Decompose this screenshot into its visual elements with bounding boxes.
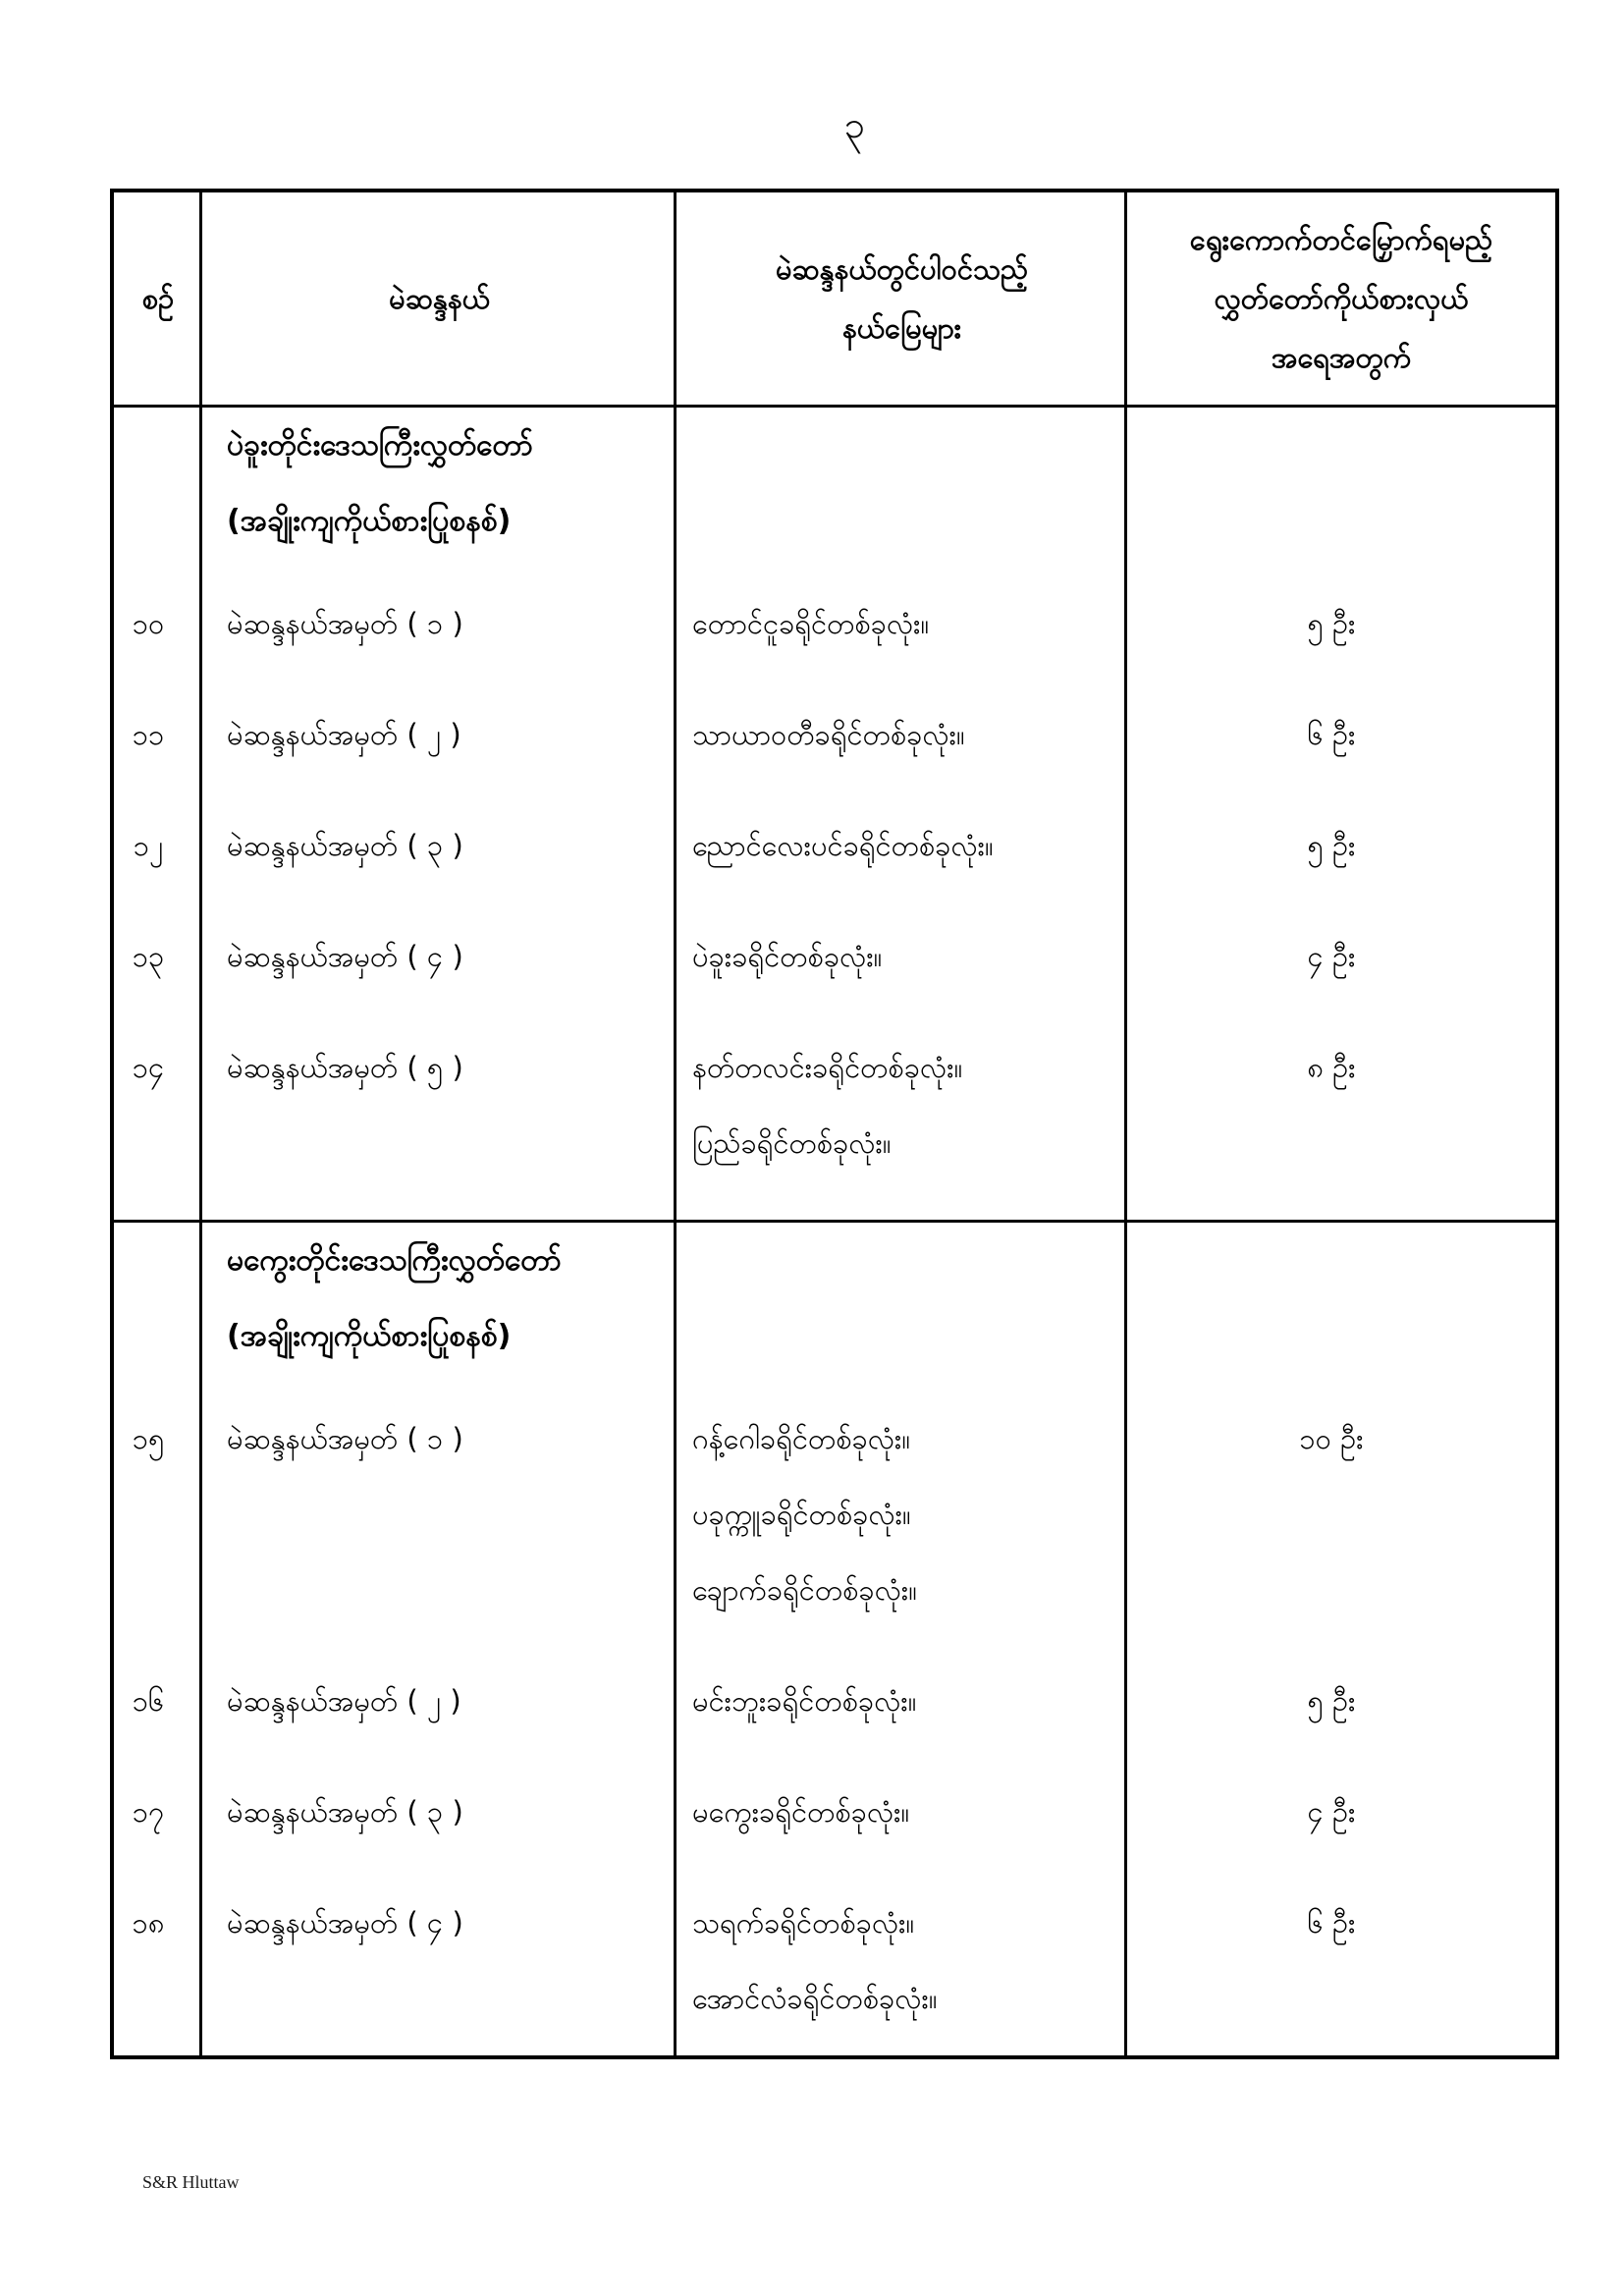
rep-count: ၄ ဦး [1307, 1795, 1356, 1829]
constituency-label: မဲဆန္ဒနယ်အမှတ် ( ၄ ) [227, 1906, 463, 1940]
area-line: အောင်လံခရိုင်တစ်ခုလုံး။ [692, 1982, 938, 2015]
row-number: ၁၂ [133, 829, 164, 862]
row-number: ၁၈ [132, 1906, 165, 1940]
header-cell-no [114, 192, 202, 405]
header-areas-line: နယ်မြေများ [841, 311, 962, 345]
row-number: ၁၇ [132, 1795, 165, 1829]
rep-count: ၈ ဦး [1307, 1051, 1356, 1084]
header-reps-line: လွှတ်တော်ကိုယ်စားလှယ် [1214, 282, 1469, 315]
header-cell-representatives [1127, 192, 1555, 405]
header-cell-areas [677, 192, 1127, 405]
header-no-label: စဉ် [141, 282, 175, 315]
area-line: ပဲခူးခရိုင်တစ်ခုလုံး။ [692, 940, 883, 973]
column-divider-3 [1124, 192, 1127, 2055]
area-line: နတ်တလင်းခရိုင်တစ်ခုလုံး။ [692, 1051, 963, 1084]
column-divider-2 [674, 192, 677, 2055]
area-line: မကွေးခရိုင်တစ်ခုလုံး။ [692, 1795, 910, 1829]
section-title-block [202, 408, 677, 559]
page-number: ၃ [843, 103, 865, 146]
areas-cell [677, 1664, 1127, 1739]
table-row [114, 697, 1555, 773]
table-row [114, 1030, 1555, 1181]
section-title: မကွေးတိုင်းဒေသကြီးလွှတ်တော် [227, 1243, 562, 1278]
header-constituency-label: မဲဆန္ဒနယ် [389, 282, 490, 315]
header-cell-constituency [202, 192, 677, 405]
row-number: ၁၀ [132, 607, 165, 640]
section-subtitle: (အချိုးကျကိုယ်စားပြုစနစ်) [227, 504, 512, 538]
constituency-label: မဲဆန္ဒနယ်အမှတ် ( ၃ ) [227, 1795, 463, 1829]
header-areas-line: မဲဆန္ဒနယ်တွင်ပါဝင်သည့် [775, 252, 1029, 286]
column-divider-1 [199, 192, 202, 2055]
rep-count: ၄ ဦး [1307, 940, 1356, 973]
constituency-table [110, 189, 1559, 2059]
row-number: ၁၅ [132, 1422, 165, 1455]
area-line: တောင်ငူခရိုင်တစ်ခုလုံး။ [692, 607, 930, 640]
constituency-label: မဲဆန္ဒနယ်အမှတ် ( ၃ ) [227, 829, 463, 862]
table-row [114, 808, 1555, 884]
section-title-row [114, 408, 1555, 559]
areas-cell [677, 1775, 1127, 1850]
section-magway-region [114, 1223, 1555, 2053]
area-line: ညောင်လေးပင်ခရိုင်တစ်ခုလုံး။ [692, 829, 994, 862]
section-title-block [202, 1223, 677, 1374]
areas-cell [677, 1401, 1127, 1628]
areas-cell [677, 808, 1127, 884]
row-number: ၁၁ [132, 718, 165, 751]
areas-cell [677, 697, 1127, 773]
area-line: ပြည်ခရိုင်တစ်ခုလုံး။ [692, 1126, 892, 1160]
constituency-label: မဲဆန္ဒနယ်အမှတ် ( ၂ ) [227, 1684, 461, 1718]
section-bago-region [114, 408, 1555, 1223]
section-title-row [114, 1223, 1555, 1374]
area-line: ပခုက္ကူခရိုင်တစ်ခုလုံး။ [692, 1498, 911, 1531]
area-line: မင်းဘူးခရိုင်တစ်ခုလုံး။ [692, 1684, 917, 1718]
page-footer: S&R Hluttaw [142, 2172, 240, 2192]
areas-cell [677, 1886, 1127, 2037]
areas-cell [677, 919, 1127, 995]
constituency-label: မဲဆန္ဒနယ်အမှတ် ( ၁ ) [227, 607, 463, 640]
constituency-label: မဲဆန္ဒနယ်အမှတ် ( ၅ ) [227, 1051, 463, 1084]
area-line: သရက်ခရိုင်တစ်ခုလုံး။ [692, 1906, 915, 1940]
header-reps-line: အရေအတွက် [1271, 341, 1412, 374]
rep-count: ၅ ဦး [1307, 1684, 1356, 1718]
area-line: ဂန့်ဂေါခရိုင်တစ်ခုလုံး။ [692, 1422, 911, 1455]
areas-cell [677, 1030, 1127, 1181]
table-row [114, 1401, 1555, 1628]
row-number: ၁၃ [132, 940, 165, 973]
table-row [114, 1886, 1555, 2037]
table-header-row [114, 192, 1555, 408]
section-title: ပဲခူးတိုင်းဒေသကြီးလွှတ်တော် [227, 428, 534, 463]
rep-count: ၆ ဦး [1307, 718, 1356, 751]
row-number: ၁၄ [132, 1051, 165, 1084]
table-row [114, 586, 1555, 662]
header-reps-line: ရွေးကောက်တင်မြှောက်ရမည့် [1189, 223, 1493, 256]
constituency-label: မဲဆန္ဒနယ်အမှတ် ( ၂ ) [227, 718, 461, 751]
table-row [114, 1775, 1555, 1850]
constituency-label: မဲဆန္ဒနယ်အမှတ် ( ၄ ) [227, 940, 463, 973]
rep-count: ၆ ဦး [1307, 1906, 1356, 1940]
rep-count: ၅ ဦး [1307, 829, 1356, 862]
areas-cell [677, 586, 1127, 662]
rep-count: ၅ ဦး [1307, 607, 1356, 640]
table-row [114, 919, 1555, 995]
area-line: သာယာဝတီခရိုင်တစ်ခုလုံး။ [692, 718, 965, 751]
section-subtitle: (အချိုးကျကိုယ်စားပြုစနစ်) [227, 1319, 512, 1353]
row-number: ၁၆ [132, 1684, 165, 1718]
rep-count: ၁၀ ဦး [1299, 1422, 1364, 1455]
area-line: ချောက်ခရိုင်တစ်ခုလုံး။ [692, 1573, 918, 1607]
constituency-label: မဲဆန္ဒနယ်အမှတ် ( ၁ ) [227, 1422, 463, 1455]
table-row [114, 1664, 1555, 1739]
